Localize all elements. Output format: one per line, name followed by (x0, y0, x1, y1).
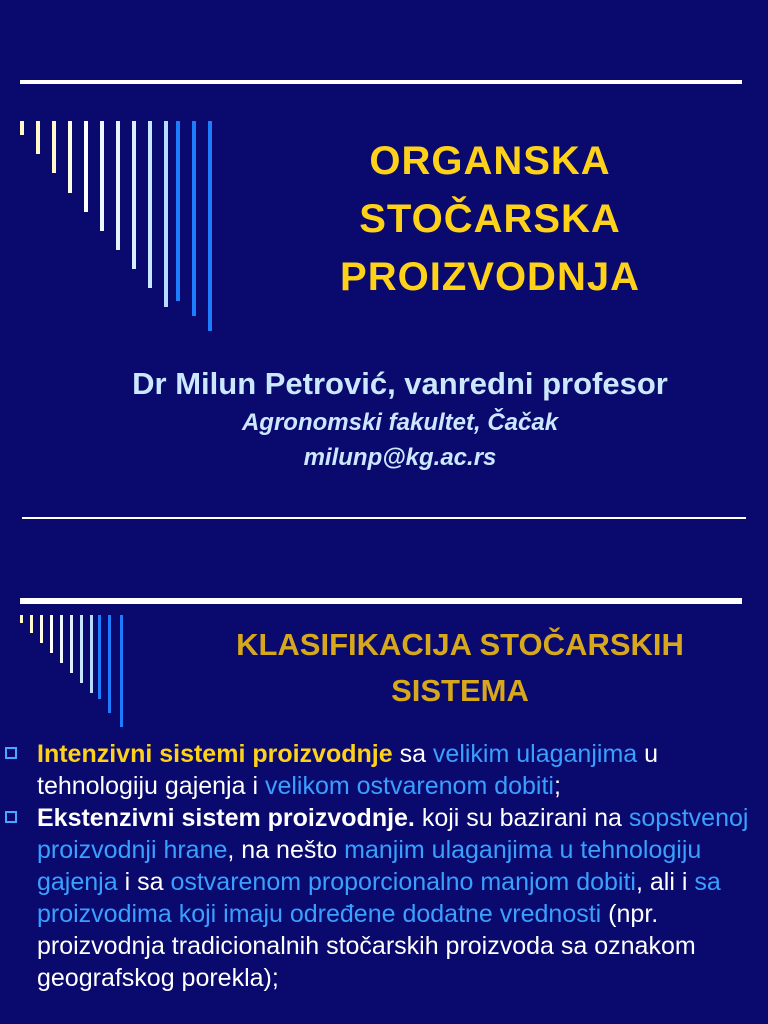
faculty-name: Agronomski fakultet, Čačak (241, 409, 559, 436)
deco-bar (84, 121, 88, 212)
bullet-highlight: sopstvenoj proizvodnji hrane (37, 804, 749, 864)
deco-bar (50, 615, 53, 653)
bullet-item-intensive (0, 738, 768, 802)
slide-title (160, 622, 760, 714)
deco-bar (148, 121, 152, 288)
bottom-rule (22, 517, 746, 519)
bullet-highlight: ostvarenom proporcionalno manjom dobiti (170, 868, 636, 896)
author-email: milunp@kg.ac.rs (303, 444, 497, 471)
top-rule (20, 80, 742, 84)
bullet-term: Intenzivni sistemi proizvodnje (37, 740, 393, 768)
deco-bar (192, 121, 196, 316)
bullet-item-extensive (0, 802, 768, 994)
deco-bar (30, 615, 33, 633)
deco-bar (68, 121, 72, 193)
bullet-text: koji su bazirani na (414, 804, 629, 832)
title-line: STOČARSKA (359, 197, 621, 241)
title-line: KLASIFIKACIJA STOČARSKIH (236, 627, 684, 662)
deco-bar (20, 615, 23, 623)
bullet-list (0, 738, 768, 994)
deco-bar (20, 121, 24, 135)
slide-title (290, 132, 690, 306)
deco-bar (132, 121, 136, 269)
deco-bar (80, 615, 83, 683)
deco-bar (90, 615, 93, 693)
bullet-text: sa (392, 740, 433, 768)
deco-bar (108, 615, 111, 713)
bullet-highlight: velikim ulaganjima (432, 740, 638, 768)
deco-bar (36, 121, 40, 154)
content-slide (0, 560, 768, 1024)
deco-bar (40, 615, 43, 643)
deco-bar (52, 121, 56, 173)
square-bullet-icon (5, 747, 17, 759)
top-rule (20, 598, 742, 604)
bullet-text: (npr. proizvodnja tradicionalnih stočarskih proizvoda sa oznakom geografskog porekla); (37, 900, 696, 992)
deco-bar (116, 121, 120, 250)
bullet-term: Ekstenzivni sistem proizvodnje. (37, 804, 415, 832)
bullet-highlight: sa proizvodima koji imaju određene dodatne vrednosti (37, 868, 721, 928)
bullet-text: u tehnologiju gajenja i (37, 740, 659, 800)
bullet-text: , ali i (635, 868, 695, 896)
title-line: SISTEMA (391, 673, 529, 708)
deco-bar (98, 615, 101, 699)
deco-bar (100, 121, 104, 231)
bullet-text: i sa (117, 868, 171, 896)
bullet-highlight: manjim ulaganjima u tehnologiju gajenja (37, 836, 702, 896)
title-line: ORGANSKA (369, 139, 611, 183)
square-bullet-icon (5, 811, 17, 823)
deco-bar (176, 121, 180, 301)
deco-bar (164, 121, 168, 307)
bullet-highlight: velikom ostvarenom dobiti (264, 772, 554, 800)
deco-bar (120, 615, 123, 727)
bullet-text: , na nešto (227, 836, 345, 864)
deco-bar (208, 121, 212, 331)
bullet-text: ; (553, 772, 561, 800)
title-line: PROIZVODNJA (340, 255, 640, 299)
deco-bar (60, 615, 63, 663)
deco-bar (70, 615, 73, 673)
author-name: Dr Milun Petrović, vanredni profesor (132, 366, 668, 401)
